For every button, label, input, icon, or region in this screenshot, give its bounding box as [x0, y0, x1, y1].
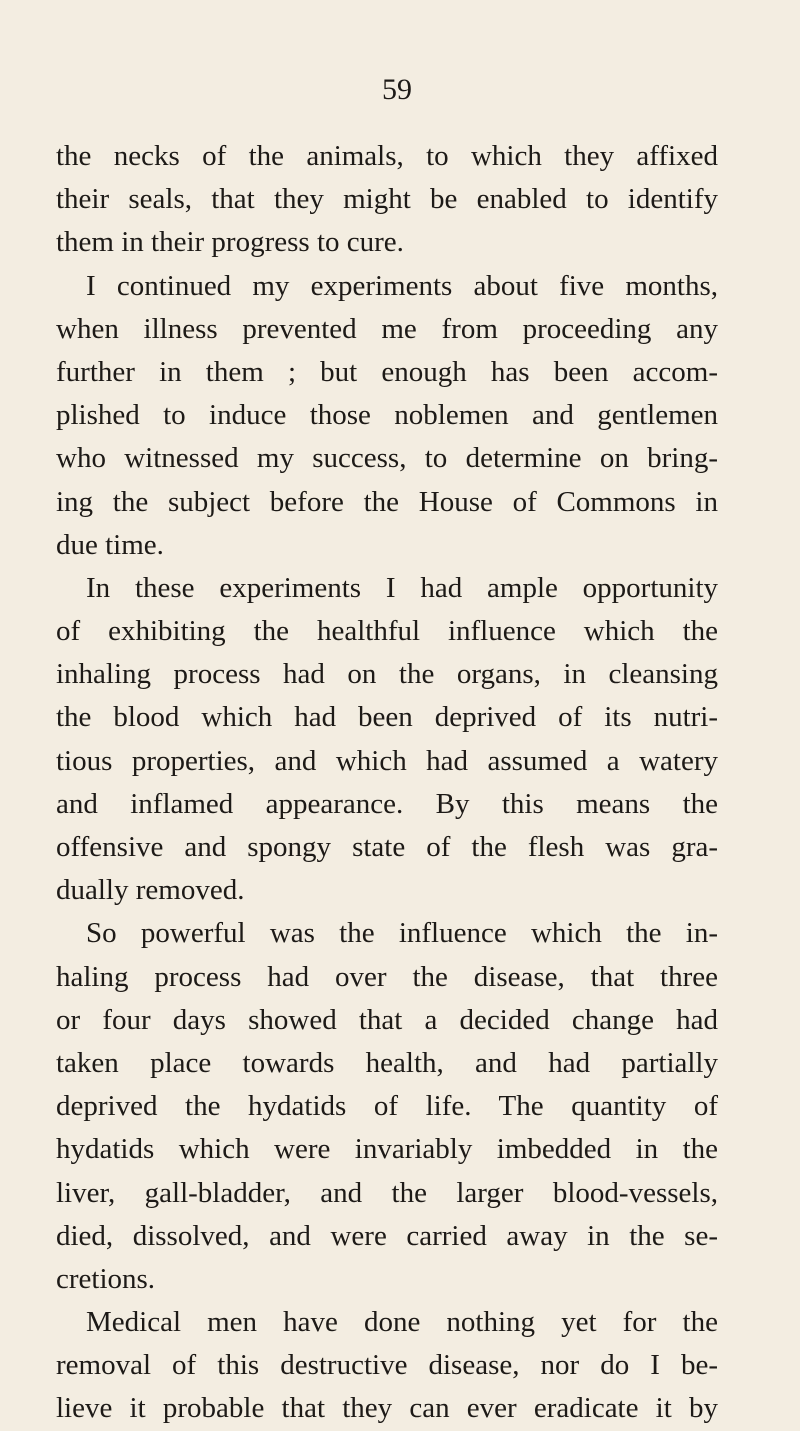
- text-line: or four days showed that a decided change had: [56, 1003, 718, 1036]
- text-line: and inflamed appearance. By this means the: [56, 787, 718, 820]
- text-line: tious properties, and which had assumed a watery: [56, 744, 718, 777]
- text-line: cretions.: [56, 1262, 156, 1295]
- page-number: 59: [382, 73, 412, 106]
- text-line: liver, gall-bladder, and the larger blood-vessels,: [56, 1176, 718, 1209]
- text-line: dually removed.: [56, 874, 245, 907]
- text-line: deprived the hydatids of life. The quantity of: [56, 1090, 718, 1123]
- text-line: removal of this destructive disease, nor do I be-: [56, 1349, 718, 1382]
- text-line: offensive and spongy state of the flesh was gra-: [56, 831, 718, 863]
- text-line: ing the subject before the House of Commons in: [56, 485, 718, 518]
- text-line: further in them ; but enough has been accom-: [56, 355, 718, 388]
- text-line: the necks of the animals, to which they affixed: [56, 140, 718, 172]
- text-line: hydatids which were invariably imbedded in the: [56, 1133, 718, 1166]
- text-line: the blood which had been deprived of its nutri-: [56, 701, 718, 734]
- text-line: haling process had over the disease, that three: [56, 960, 718, 993]
- text-line: when illness prevented me from proceeding any: [56, 312, 718, 345]
- text-line: plished to induce those noblemen and gentlemen: [56, 399, 718, 432]
- text-line: In these experiments I had ample opportunity: [86, 571, 718, 604]
- text-line: lieve it probable that they can ever eradicate it by: [56, 1392, 718, 1425]
- text-line: of exhibiting the healthful influence which the: [56, 615, 718, 648]
- text-line: died, dissolved, and were carried away in the se-: [56, 1219, 718, 1252]
- text-line: taken place towards health, and had partially: [56, 1046, 718, 1079]
- text-line: Medical men have done nothing yet for the: [86, 1306, 718, 1339]
- text-line: due time.: [56, 528, 164, 561]
- text-line: inhaling process had on the organs, in cleansing: [56, 658, 718, 691]
- text-line: who witnessed my success, to determine on bring-: [56, 442, 718, 475]
- text-line: I continued my experiments about five months,: [86, 269, 718, 302]
- text-line: their seals, that they might be enabled to identify: [56, 183, 718, 216]
- body-text: [56, 135, 718, 1431]
- text-line: So powerful was the influence which the in-: [86, 917, 718, 950]
- text-line: them in their progress to cure.: [56, 226, 404, 259]
